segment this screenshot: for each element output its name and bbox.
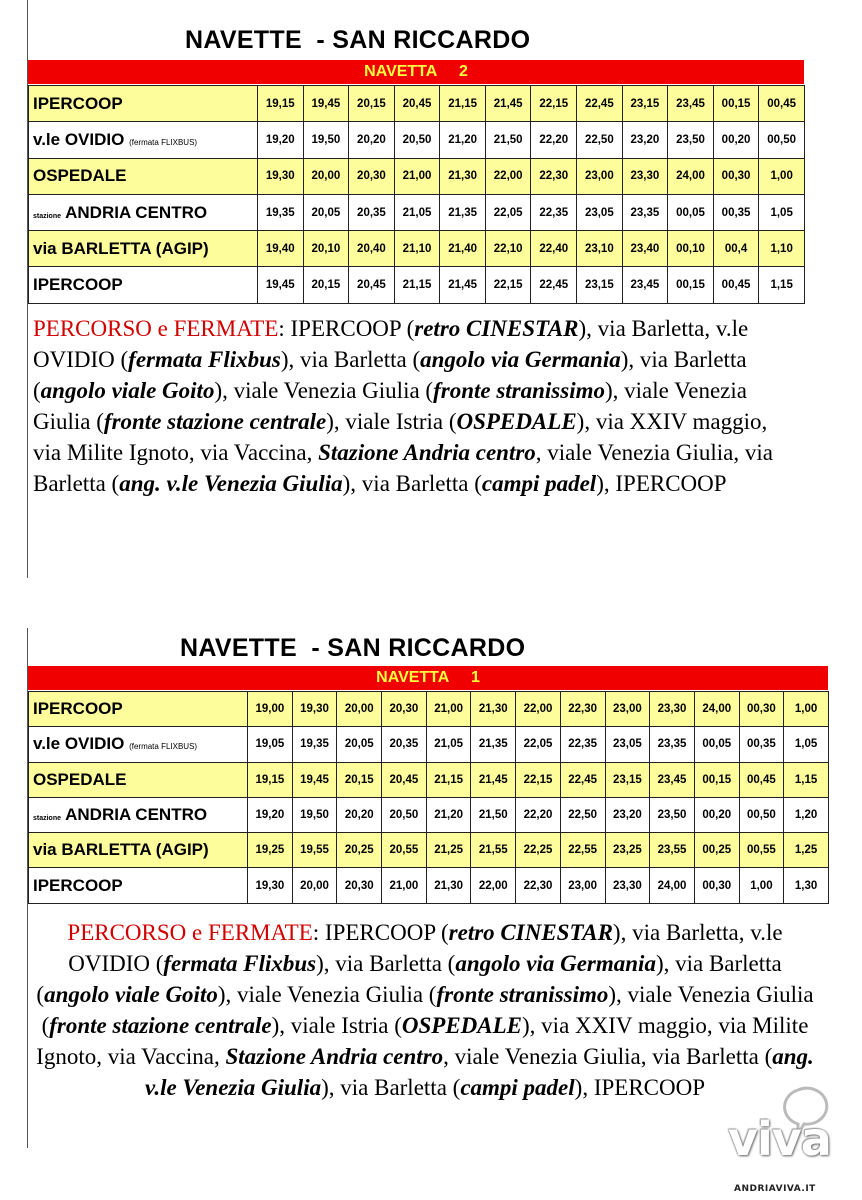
departure-time-cell: 23,50 — [650, 797, 695, 832]
departure-time-cell: 19,55 — [292, 833, 337, 868]
departure-time-cell: 20,05 — [337, 727, 382, 762]
departure-time-cell: 19,45 — [258, 267, 304, 303]
departure-time-cell: 1,10 — [759, 231, 805, 267]
departure-time-cell: 19,40 — [258, 231, 304, 267]
departure-time-cell: 21,00 — [394, 158, 440, 194]
departure-time-cell: 19,35 — [292, 727, 337, 762]
departure-time-cell: 19,45 — [292, 762, 337, 797]
departure-time-cell: 23,55 — [650, 833, 695, 868]
departure-time-cell: 21,50 — [485, 122, 531, 158]
departure-time-cell: 22,45 — [577, 86, 623, 122]
departure-time-cell: 21,50 — [471, 797, 516, 832]
departure-time-cell: 19,45 — [303, 86, 349, 122]
departure-time-cell: 00,30 — [739, 692, 784, 727]
departure-time-cell: 00,55 — [739, 833, 784, 868]
departure-time-cell: 23,45 — [668, 86, 714, 122]
departure-time-cell: 22,20 — [516, 797, 561, 832]
stop-name — [29, 797, 248, 832]
departure-time-cell: 23,45 — [622, 267, 668, 303]
departure-time-cell: 21,45 — [471, 762, 516, 797]
departure-time-cell: 22,00 — [516, 692, 561, 727]
departure-time-cell: 20,40 — [349, 231, 395, 267]
departure-time-cell: 23,40 — [622, 231, 668, 267]
departure-time-cell: 00,15 — [713, 86, 759, 122]
departure-time-cell: 1,15 — [784, 762, 829, 797]
departure-time-cell: 20,35 — [349, 194, 395, 230]
departure-time-cell: 19,50 — [292, 797, 337, 832]
departure-time-cell: 00,20 — [694, 797, 739, 832]
departure-time-cell: 23,15 — [605, 762, 650, 797]
shuttle-header-bar: NAVETTA 2 — [28, 60, 804, 84]
departure-time-cell: 21,55 — [471, 833, 516, 868]
schedule-table — [28, 691, 829, 904]
departure-time-cell: 20,50 — [394, 122, 440, 158]
stop-name — [29, 762, 248, 797]
stop-name-prefix: stazione — [33, 212, 62, 220]
departure-time-cell: 21,25 — [426, 833, 471, 868]
stop-name — [29, 122, 258, 158]
departure-time-cell: 19,20 — [258, 122, 304, 158]
departure-time-cell: 23,20 — [605, 797, 650, 832]
departure-time-cell: 23,35 — [622, 194, 668, 230]
page-title: NAVETTE - SAN RICCARDO — [180, 634, 526, 662]
departure-time-cell: 00,15 — [668, 267, 714, 303]
stop-name — [29, 727, 248, 762]
departure-time-cell: 19,35 — [258, 194, 304, 230]
departure-time-cell: 19,25 — [248, 833, 293, 868]
stop-name — [29, 692, 248, 727]
departure-time-cell: 20,45 — [382, 762, 427, 797]
departure-time-cell: 19,30 — [248, 868, 293, 903]
departure-time-cell: 00,05 — [668, 194, 714, 230]
page-title: NAVETTE - SAN RICCARDO — [185, 26, 531, 54]
shuttle-header-bar: NAVETTA 1 — [28, 666, 828, 690]
departure-time-cell: 20,25 — [337, 833, 382, 868]
departure-time-cell: 24,00 — [668, 158, 714, 194]
departure-time-cell: 20,15 — [337, 762, 382, 797]
departure-time-cell: 22,00 — [485, 158, 531, 194]
brand-url: ANDRIAVIVA.IT — [734, 1184, 816, 1194]
route-description: PERCORSO e FERMATE: IPERCOOP (retro CINESTAR), via Barletta, v.le OVIDIO (fermata Flixbus), via Barletta (angolo via Germania), via Barletta (angolo viale Goito), viale Venezia Giulia (fronte stranissimo), viale Venezia Giulia (fronte stazione centrale), viale Istria (OSPEDALE), via XXIV maggio, via Milite Ignoto, via Vaccina, Stazione Andria centro, viale Venezia Giulia, via Barletta (ang. v.le Venezia Giulia), via Barletta (campi padel), IPERCOOP — [33, 316, 773, 496]
departure-time-cell: 20,35 — [382, 727, 427, 762]
route-heading: PERCORSO e FERMATE — [67, 920, 313, 945]
departure-time-cell: 21,00 — [426, 692, 471, 727]
departure-time-cell: 22,35 — [531, 194, 577, 230]
departure-time-cell: 22,15 — [516, 762, 561, 797]
departure-time-cell: 21,35 — [440, 194, 486, 230]
departure-time-cell: 23,10 — [577, 231, 623, 267]
watermark-logo — [728, 1084, 848, 1194]
departure-time-cell: 23,45 — [650, 762, 695, 797]
departure-time-cell: 19,30 — [258, 158, 304, 194]
departure-time-cell: 23,00 — [577, 158, 623, 194]
departure-time-cell: 00,35 — [739, 727, 784, 762]
departure-time-cell: 1,00 — [784, 692, 829, 727]
departure-time-cell: 20,15 — [303, 267, 349, 303]
departure-time-cell: 22,20 — [531, 122, 577, 158]
departure-time-cell: 20,15 — [349, 86, 395, 122]
departure-time-cell: 21,20 — [426, 797, 471, 832]
stop-name-label: via BARLETTA (AGIP) — [33, 238, 209, 258]
departure-time-cell: 1,25 — [784, 833, 829, 868]
departure-time-cell: 00,20 — [713, 122, 759, 158]
departure-time-cell: 19,00 — [248, 692, 293, 727]
departure-time-cell: 21,45 — [440, 267, 486, 303]
departure-time-cell: 1,05 — [784, 727, 829, 762]
departure-time-cell: 22,40 — [531, 231, 577, 267]
table-row — [29, 762, 829, 797]
stop-name-label: OSPEDALE — [33, 166, 127, 186]
departure-time-cell: 21,15 — [394, 267, 440, 303]
departure-time-cell: 00,30 — [713, 158, 759, 194]
departure-time-cell: 20,10 — [303, 231, 349, 267]
table-row — [29, 158, 805, 194]
departure-time-cell: 22,10 — [485, 231, 531, 267]
stop-name-label: via BARLETTA (AGIP) — [33, 840, 209, 860]
departure-time-cell: 20,00 — [337, 692, 382, 727]
route-description: PERCORSO e FERMATE: IPERCOOP (retro CINESTAR), via Barletta, v.le OVIDIO (fermata Flixbus), via Barletta (angolo via Germania), via Barletta (angolo viale Goito), viale Venezia Giulia (fronte stranissimo), viale Venezia Giulia (fronte stazione centrale), viale Istria (OSPEDALE), via XXIV maggio, via Milite Ignoto, via Vaccina, Stazione Andria centro, viale Venezia Giulia, via Barletta (ang. v.le Venezia Giulia), via Barletta (campi padel), IPERCOOP — [36, 920, 814, 1100]
departure-time-cell: 19,15 — [258, 86, 304, 122]
departure-time-cell: 1,00 — [739, 868, 784, 903]
departure-time-cell: 21,40 — [440, 231, 486, 267]
departure-time-cell: 00,25 — [694, 833, 739, 868]
departure-time-cell: 22,50 — [560, 797, 605, 832]
stop-name-note: (fermata FLIXBUS) — [129, 742, 198, 752]
departure-time-cell: 23,05 — [577, 194, 623, 230]
brand-wordmark: viva — [728, 1112, 831, 1166]
departure-time-cell: 00,50 — [759, 122, 805, 158]
table-row — [29, 833, 829, 868]
departure-time-cell: 00,50 — [739, 797, 784, 832]
stop-name — [29, 158, 258, 194]
table-row — [29, 122, 805, 158]
stop-name-label: ANDRIA CENTRO — [65, 202, 208, 222]
departure-time-cell: 00,45 — [739, 762, 784, 797]
departure-time-cell: 21,05 — [426, 727, 471, 762]
departure-time-cell: 23,00 — [605, 692, 650, 727]
stop-name — [29, 868, 248, 903]
departure-time-cell: 22,30 — [560, 692, 605, 727]
departure-time-cell: 19,30 — [292, 692, 337, 727]
table-row — [29, 194, 805, 230]
departure-time-cell: 24,00 — [650, 868, 695, 903]
departure-time-cell: 00,10 — [668, 231, 714, 267]
departure-time-cell: 23,35 — [650, 727, 695, 762]
departure-time-cell: 21,00 — [382, 868, 427, 903]
departure-time-cell: 23,00 — [560, 868, 605, 903]
departure-time-cell: 1,20 — [784, 797, 829, 832]
stop-name-label: ANDRIA CENTRO — [65, 805, 208, 825]
departure-time-cell: 19,50 — [303, 122, 349, 158]
stop-name — [29, 267, 258, 303]
table-row — [29, 267, 805, 303]
departure-time-cell: 00,30 — [694, 868, 739, 903]
departure-time-cell: 22,45 — [560, 762, 605, 797]
stop-name-label: IPERCOOP — [33, 93, 123, 113]
departure-time-cell: 22,15 — [485, 267, 531, 303]
stop-name-note: (fermata FLIXBUS) — [129, 137, 198, 147]
departure-time-cell: 22,30 — [531, 158, 577, 194]
stop-name-label: v.le OVIDIO — [33, 129, 125, 149]
departure-time-cell: 21,30 — [426, 868, 471, 903]
departure-time-cell: 00,15 — [694, 762, 739, 797]
departure-time-cell: 21,45 — [485, 86, 531, 122]
stop-name — [29, 231, 258, 267]
departure-time-cell: 1,30 — [784, 868, 829, 903]
departure-time-cell: 20,05 — [303, 194, 349, 230]
departure-time-cell: 00,45 — [713, 267, 759, 303]
departure-time-cell: 23,25 — [605, 833, 650, 868]
departure-time-cell: 20,50 — [382, 797, 427, 832]
departure-time-cell: 21,30 — [471, 692, 516, 727]
departure-time-cell: 20,00 — [303, 158, 349, 194]
departure-time-cell: 24,00 — [694, 692, 739, 727]
departure-time-cell: 20,55 — [382, 833, 427, 868]
departure-time-cell: 22,15 — [531, 86, 577, 122]
stop-name-label: IPERCOOP — [33, 699, 123, 719]
departure-time-cell: 23,20 — [622, 122, 668, 158]
departure-time-cell: 21,05 — [394, 194, 440, 230]
departure-time-cell: 19,20 — [248, 797, 293, 832]
table-row — [29, 692, 829, 727]
departure-time-cell: 22,25 — [516, 833, 561, 868]
stop-name-label: IPERCOOP — [33, 875, 123, 895]
departure-time-cell: 22,55 — [560, 833, 605, 868]
departure-time-cell: 22,05 — [485, 194, 531, 230]
schedule-table — [28, 85, 805, 304]
departure-time-cell: 20,30 — [349, 158, 395, 194]
departure-time-cell: 1,00 — [759, 158, 805, 194]
departure-time-cell: 21,15 — [440, 86, 486, 122]
departure-time-cell: 20,30 — [382, 692, 427, 727]
departure-time-cell: 00,35 — [713, 194, 759, 230]
departure-time-cell: 23,30 — [650, 692, 695, 727]
departure-time-cell: 21,15 — [426, 762, 471, 797]
departure-time-cell: 21,10 — [394, 231, 440, 267]
departure-time-cell: 00,45 — [759, 86, 805, 122]
stop-name — [29, 86, 258, 122]
departure-time-cell: 00,4 — [713, 231, 759, 267]
table-row — [29, 868, 829, 903]
departure-time-cell: 23,30 — [622, 158, 668, 194]
departure-time-cell: 21,20 — [440, 122, 486, 158]
departure-time-cell: 22,50 — [577, 122, 623, 158]
departure-time-cell: 21,35 — [471, 727, 516, 762]
departure-time-cell: 00,05 — [694, 727, 739, 762]
departure-time-cell: 20,20 — [337, 797, 382, 832]
departure-time-cell: 23,15 — [577, 267, 623, 303]
departure-time-cell: 20,30 — [337, 868, 382, 903]
stop-name-prefix: stazione — [33, 815, 62, 823]
departure-time-cell: 1,15 — [759, 267, 805, 303]
stop-name-label: OSPEDALE — [33, 769, 127, 789]
departure-time-cell: 20,45 — [394, 86, 440, 122]
departure-time-cell: 23,05 — [605, 727, 650, 762]
departure-time-cell: 19,05 — [248, 727, 293, 762]
departure-time-cell: 22,45 — [531, 267, 577, 303]
table-row — [29, 727, 829, 762]
departure-time-cell: 23,50 — [668, 122, 714, 158]
table-row — [29, 797, 829, 832]
departure-time-cell: 23,30 — [605, 868, 650, 903]
departure-time-cell: 21,30 — [440, 158, 486, 194]
departure-time-cell: 20,20 — [349, 122, 395, 158]
departure-time-cell: 23,15 — [622, 86, 668, 122]
table-row — [29, 231, 805, 267]
stop-name-label: v.le OVIDIO — [33, 734, 125, 754]
stop-name — [29, 194, 258, 230]
departure-time-cell: 1,05 — [759, 194, 805, 230]
departure-time-cell: 20,45 — [349, 267, 395, 303]
departure-time-cell: 22,30 — [516, 868, 561, 903]
table-row — [29, 86, 805, 122]
departure-time-cell: 19,15 — [248, 762, 293, 797]
departure-time-cell: 22,35 — [560, 727, 605, 762]
stop-name — [29, 833, 248, 868]
stop-name-label: IPERCOOP — [33, 275, 123, 295]
departure-time-cell: 20,00 — [292, 868, 337, 903]
departure-time-cell: 22,05 — [516, 727, 561, 762]
route-heading: PERCORSO e FERMATE — [33, 316, 279, 341]
departure-time-cell: 22,00 — [471, 868, 516, 903]
